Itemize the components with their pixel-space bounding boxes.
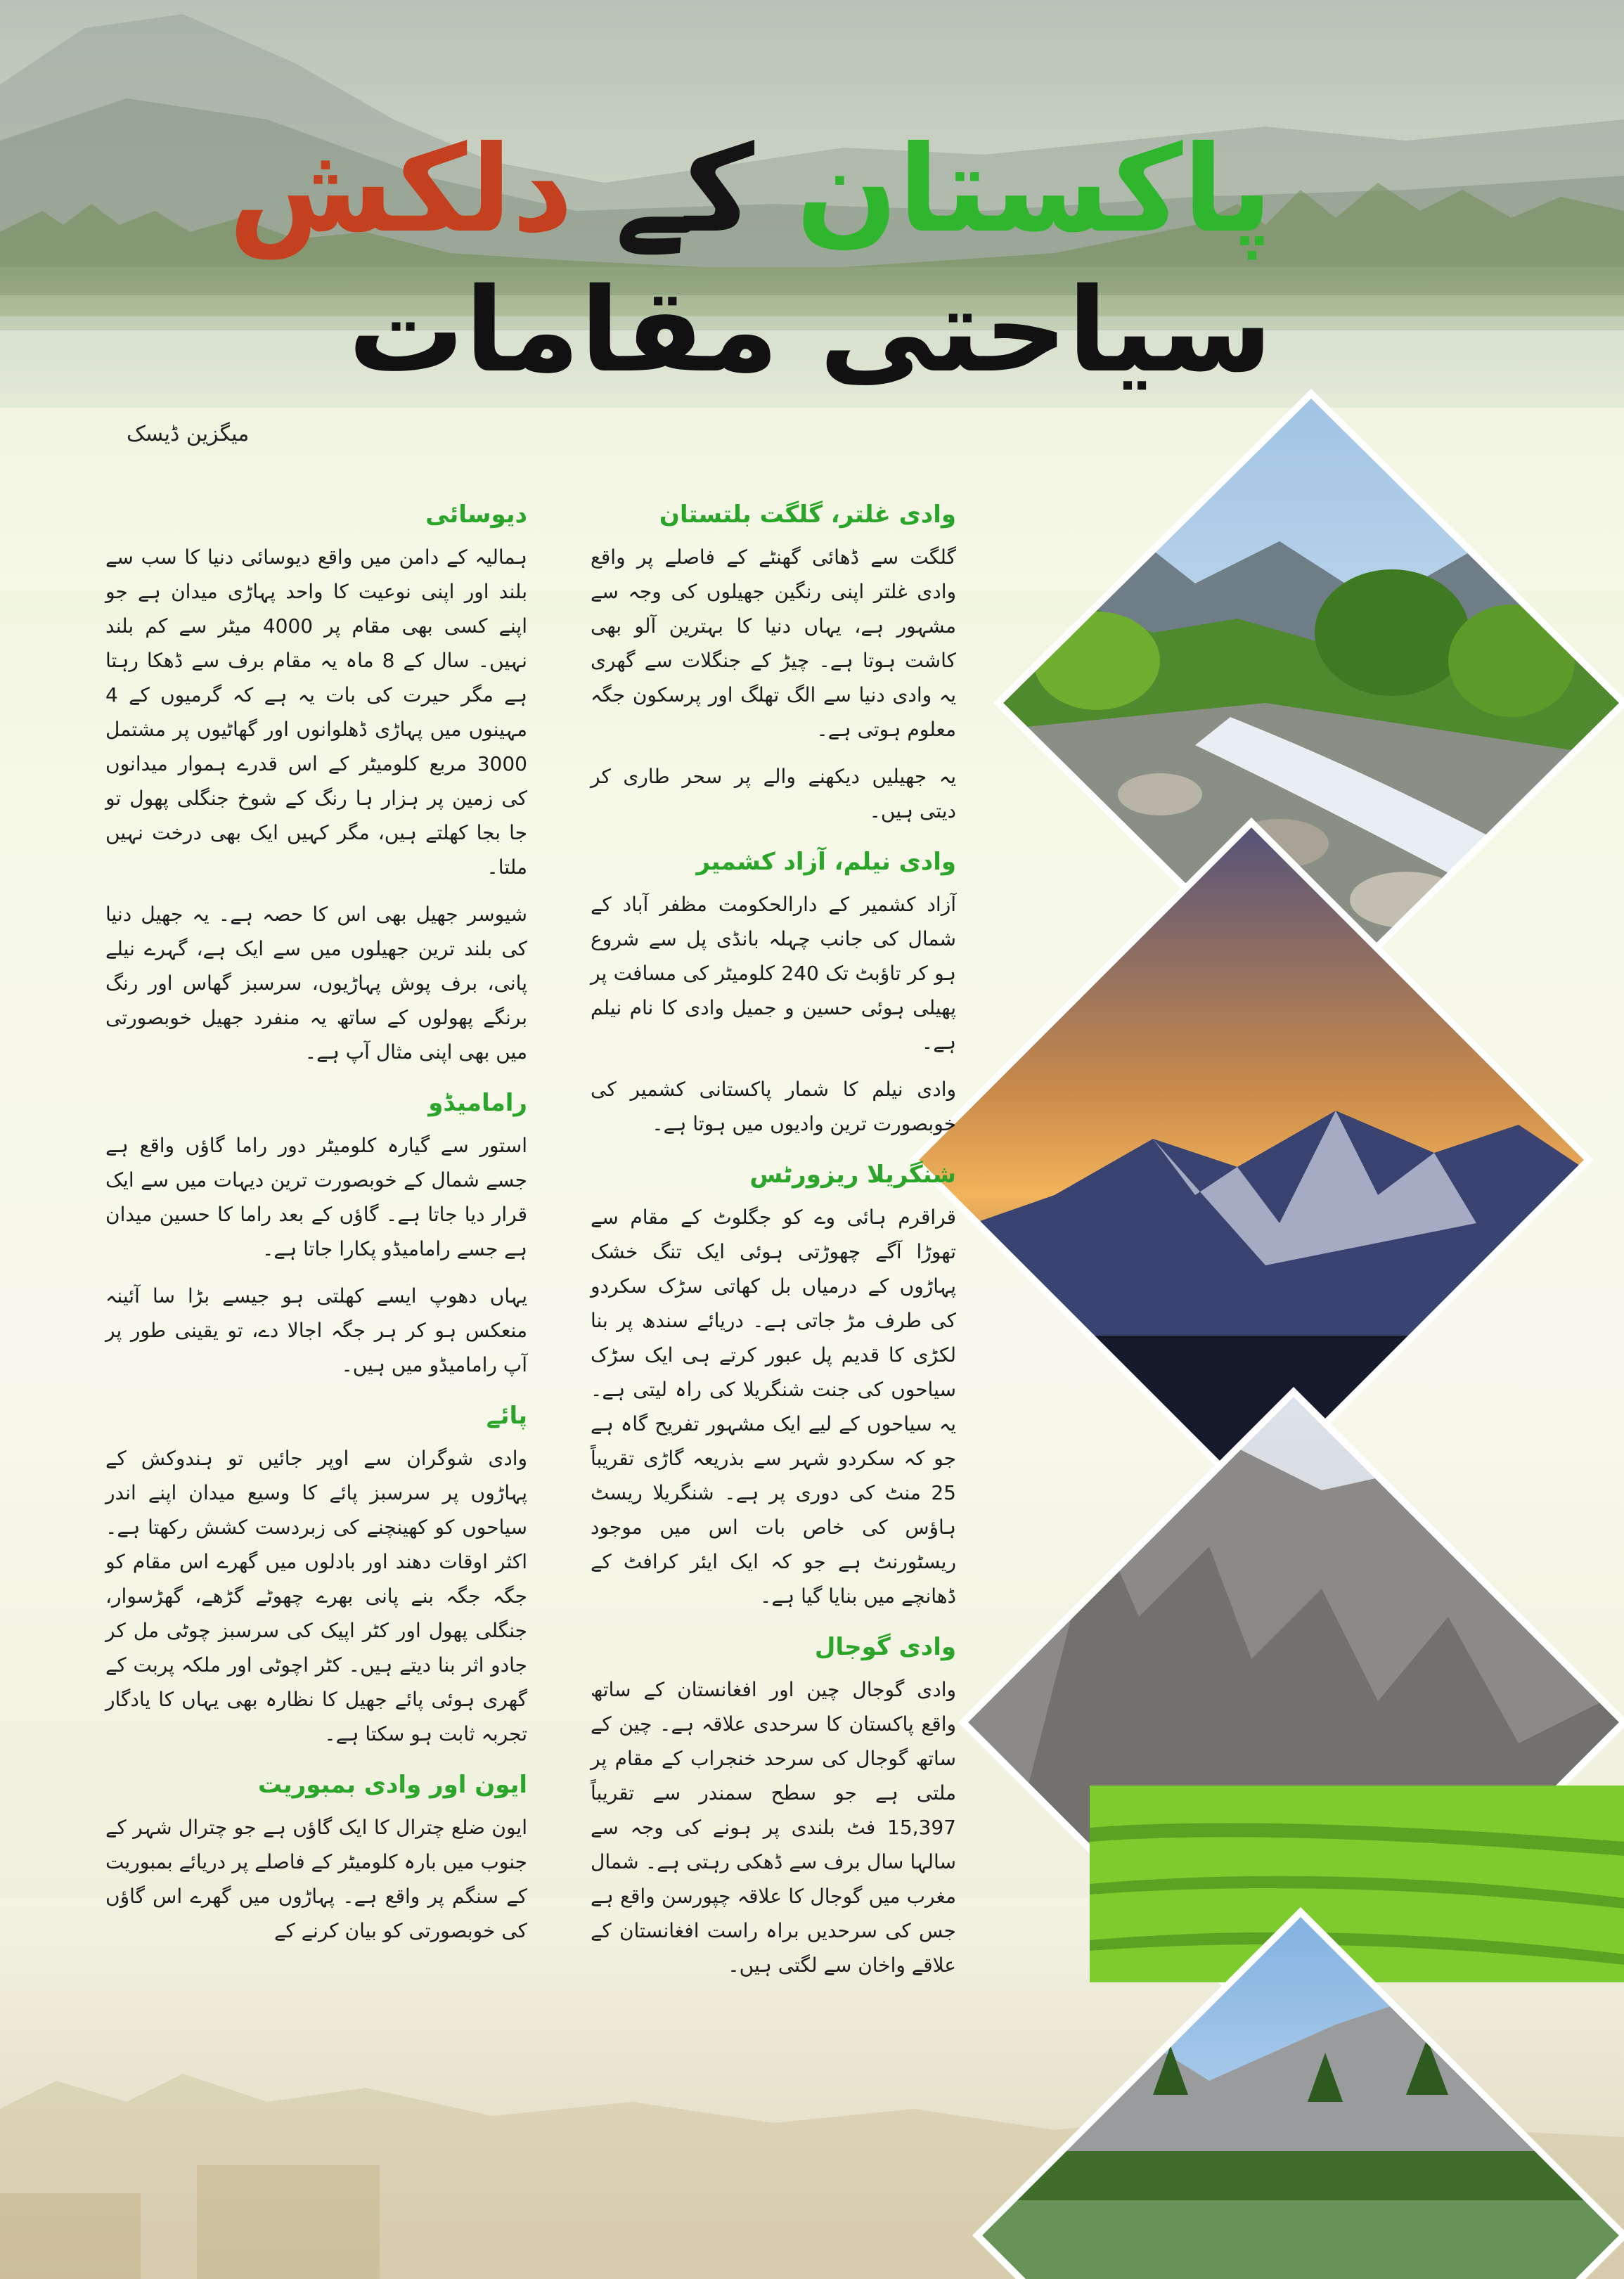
section-shangrila (591, 1159, 956, 1613)
title-word-ke: کے (614, 120, 754, 259)
section-heading: دیوسائی (425, 501, 527, 529)
sunset-peaks-photo (900, 808, 1603, 1518)
paragraph: استور سے گیارہ کلومیٹر دور راما گاؤں واقع ہے جسے شمال کے خوبصورت ترین دیہات میں سے ایک قرار دیا جاتا ہے۔ گاؤں کے بعد راما کا حسین میدان ہے جسے رامامیڈو پکارا جاتا ہے۔ (105, 1134, 527, 1260)
section-heading: وادی گوجال (814, 1633, 956, 1661)
section-ghalter (591, 499, 956, 828)
paragraph: شیوسر جھیل بھی اس کا حصہ ہے۔ یہ جھیل دنیا کی بلند ترین جھیلوں میں سے ایک ہے، گہرے نیلے پانی، برف پوش پہاڑیوں، سرسبز گھاس اور رنگ برنگے پھولوں کے ساتھ یہ منفرد جھیل خوبصورتی میں بھی اپنی مثال آپ ہے۔ (105, 903, 527, 1064)
green-terraces-photo (1090, 1786, 1624, 1982)
paragraph: یہ جھیلیں دیکھنے والے پر سحر طاری کر دیتی ہیں۔ (591, 765, 956, 822)
section-neelum (591, 846, 956, 1141)
section-heading: شنگریلا ریزورٹس (749, 1161, 956, 1189)
paragraph: وادی شوگران سے اوپر جائیں تو ہندوکش کے پہاڑوں پر سرسبز پائے کا وسیع میدان اپنے اندر سیاحوں کو کھینچنے کی زبردست کشش رکھتا ہے۔ اکثر اوقات دھند اور بادلوں میں گھرے اس مقام کو جگہ جگہ بنے پانی بھرے چھوٹے گڑھے، گھڑسوار، جنگلی پھول اور کٹر اپیک کی سرسبز چوٹی مل کر جادو اثر بنا دیتے ہیں۔ کٹر اچوٹی اور ملکہ پربت کے گھری ہوئی پائے جھیل کا نظارہ بھی یہاں کا یادگار تجربہ ثابت ہو سکتا ہے۔ (105, 1447, 527, 1745)
paragraph: یہاں دھوپ ایسے کھلتی ہو جیسے بڑا سا آئینہ منعکس ہو کر ہر جگہ اجالا دے، تو یقینی طور پر آپ رامامیڈو میں ہیں۔ (105, 1284, 527, 1376)
section-heading: وادی غلتر، گلگت بلتستان (659, 501, 956, 529)
title-line-2: سیاحتی مقامات (347, 263, 1272, 398)
paragraph: آزاد کشمیر کے دارالحکومت مظفر آباد کے شمال کی جانب چہلہ بانڈی پل سے شروع ہو کر تاؤبٹ تک 240 کلومیٹر کی مسافت پر پھیلی ہوئی حسین و جمیل وادی کا نام نیلم ہے۔ (591, 893, 956, 1054)
byline: میگزین ڈیسک (127, 422, 250, 446)
paragraph: وادی گوجال چین اور افغانستان کے ساتھ واقع پاکستان کا سرحدی علاقہ ہے۔ چین کے ساتھ گوجال کی سرحد خنجراب کے مقام پر ملتی ہے جو سطح سمندر سے تقریباً 15,397 فٹ بلندی پر ہونے کی وجہ سے سالہا سال برف سے ڈھکی رہتی ہے۔ شمال مغرب میں گوجال کا علاقہ چپورسن واقع ہے جس کی سرحدیں براہ راست افغانستان کے علاقے واخان سے لگتی ہیں۔ (591, 1678, 956, 1977)
section-deosai (105, 499, 527, 1069)
section-heading: رامامیڈو (428, 1089, 527, 1117)
title-word-dilkash: دلکش (228, 120, 574, 259)
section-gojal (591, 1632, 956, 1982)
paragraph: گلگت سے ڈھائی گھنٹے کے فاصلے پر واقع وادی غلتر اپنی رنگین جھیلوں کی وجہ سے مشہور ہے، یہاں دنیا کا بہترین آلو بھی کاشت ہوتا ہے۔ چیڑ کے جنگلات سے گھری یہ وادی دنیا سے الگ تھلگ اور پرسکون جگہ معلوم ہوتی ہے۔ (591, 545, 956, 741)
section-heading: ایون اور وادی بمبوریت (257, 1771, 527, 1799)
section-heading: وادی نیلم، آزاد کشمیر (696, 848, 956, 876)
section-heading: پائے (486, 1402, 527, 1430)
left-column (105, 499, 527, 1966)
section-paye (105, 1400, 527, 1751)
section-ayun-bumburet (105, 1769, 527, 1948)
section-rama-meadow (105, 1087, 527, 1382)
paragraph: وادی نیلم کا شمار پاکستانی کشمیر کی خوبصورت ترین وادیوں میں ہوتا ہے۔ (591, 1078, 956, 1135)
middle-column (591, 499, 956, 2001)
paragraph: قراقرم ہائی وے کو جگلوٹ کے مقام سے تھوڑا آگے چھوڑتی ہوئی ایک تنگ خشک پہاڑوں کے درمیاں بل کھاتی سڑک سکردو کی طرف مڑ جاتی ہے۔ دریائے سندھ پر بنا لکڑی کا قدیم پل عبور کرتے ہی ایک سڑک سیاحوں کی جنت شنگریلا کی راہ لیتی ہے۔ یہ سیاحوں کے لیے ایک مشہور تفریح گاہ ہے جو کہ سکردو شہر سے بذریعہ گاڑی تقریباً 25 منٹ کی دوری پر ہے۔ شنگریلا ریسٹ ہاؤس کی خاص بات اس میں موجود ریسٹورنٹ ہے جو کہ ایک ایئر کرافٹ کے ڈھانچے میں بنایا گیا ہے۔ (591, 1206, 956, 1608)
paragraph: ہمالیہ کے دامن میں واقع دیوسائی دنیا کا سب سے بلند اور اپنی نوعیت کا واحد پہاڑی میدان ہے جو اپنے کسی بھی مقام پر 4000 میٹر سے کم بلند نہیں۔ سال کے 8 ماہ یہ مقام برف سے ڈھکا رہتا ہے مگر حیرت کی بات یہ ہے کہ گرمیوں کے 4 مہینوں میں پہاڑی ڈھلوانوں اور گھاٹیوں پر مشتمل 3000 مربع کلومیٹر کے اس قدرے ہموار میدانوں کی زمین پر ہزار ہا رنگ کے شوخ جنگلی پھول تو جا بجا کھلتے ہیں، مگر کہیں ایک بھی درخت نہیں ملتا۔ (105, 545, 527, 879)
title-word-pakistan: پاکستان (796, 120, 1272, 259)
paragraph: ایون ضلع چترال کا ایک گاؤں ہے جو چترال شہر کے جنوب میں بارہ کلومیٹر کے فاصلے پر دریائے بمبوریت کے سنگم پر واقع ہے۔ پہاڑوں میں گھرے اس گاؤں کی خوبصورتی کو بیان کرنے کے (105, 1816, 527, 1942)
